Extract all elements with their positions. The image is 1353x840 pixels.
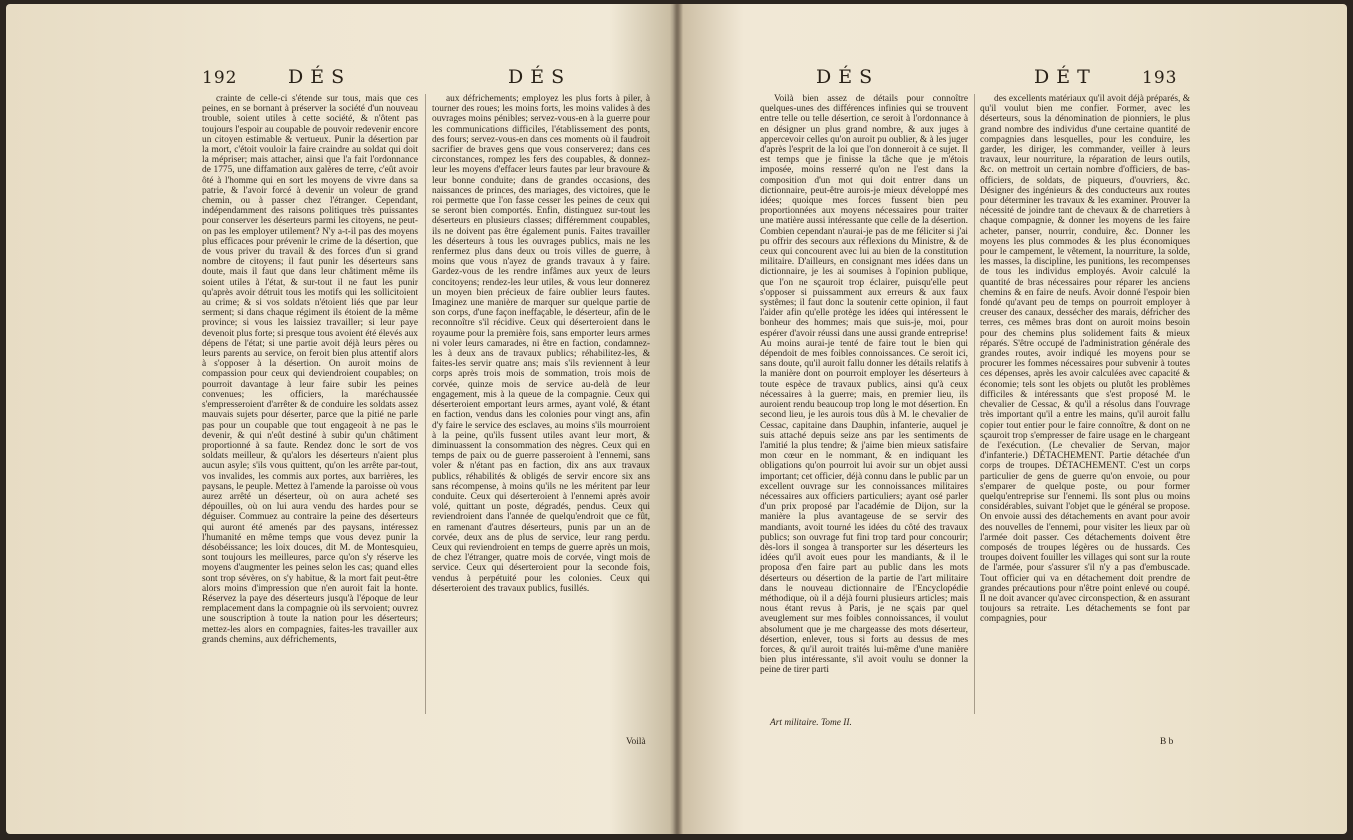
book-spread: [6, 4, 1347, 834]
column-text: Voilà bien assez de détails pour connoître quelques-unes des différences infinies qui se trouvent entre telle ou telle désertion, ce seroit à l'ordonnance à en désigner un plus grand nombre, & aux juges à appercevoir celles qu'on auroit pu oublier, & à les juger d'après l'esprit de la loi que l'on donneroit à ce sujet. Il est temps que je finisse la tâche que je m'étois imposée, moins resserré qu'on ne l'est dans la composition d'un mot qui doit entrer dans un dictionnaire, peut-être aurois-je mieux développé mes idées; quoique mes forces fussent bien peu proportionnées aux moyens nécessaires pour traiter une matière aussi intéressante que celle de la désertion. Combien cependant n'aurai-je pas de me féliciter si j'ai pu offrir des secours aux réflexions du Ministre, & de ceux qui concourent avec lui au bien de la constitution militaire. D'ailleurs, en consignant mes idées dans un dictionnaire, je les ai soumises à l'opinion publique, que l'on ne sçauroit trop éclairer, puisqu'elle peut s'opposer si puissamment aux erreurs & aux faux systêmes; il faut donc la soutenir cette opinion, il faut l'aider afin qu'elle protège les idées qui intéressent le bonheur des hommes; mais que suis-je, moi, pour espérer d'avoir réussi dans une aussi grande entreprise! Au moins aurai-je tenté de faire tout le bien qui dépendoit de mes foibles connoissances. Ce seroit ici, sans doute, qu'il auroit fallu donner les détails relatifs à la manière dont on pourroit employer les déserteurs à toute espèce de travaux publics, ainsi qu'à ceux nécessaires à la guerre; mais, en premier lieu, ils auroient rendu beaucoup trop long le mot désertion. En second lieu, je les aurois tous dûs à M. le chevalier de Cessac, capitaine dans Dauphin, infanterie, auquel je suis attaché depuis seize ans par les sentiments de l'amitié la plus tendre; & j'aime bien mieux satisfaire mon cœur en le nommant, & en indiquant les obligations qu'on pourroit lui avoir sur un objet aussi important; cet officier, déjà connu dans le public par un excellent ouvrage sur les connoissances militaires nécessaires aux officiers particuliers; ayant osé parler d'un prix proposé par l'académie de Dijon, sur la manière la plus avantageuse de se servir des mandiants, avoit tourné les idées du côté des travaux publics; son ouvrage fut fini trop tard pour concourir; dès-lors il songea à transporter sur les déserteurs les idées qu'il avoit eues pour les mandiants, & il le proposa d'en faire part au public dans les mots déserteurs ou désertion de la partie de l'art militaire dans le nouveau dictionnaire de l'Encyclopédie méthodique, où il a déjà fourni plusieurs articles; mais nous étant revus à Paris, je ne sçais par quel aveuglement sur mes foibles connoissances, il voulut absolument que je me chargeasse des mots déserteur, désertion, enlever, tous si forts au dessus de mes forces, & qu'il auroit traités lui-même d'une manière bien plus intéressante, s'il avoit voulu se donner la peine de tirer parti: [760, 94, 968, 676]
left-page: [6, 4, 674, 834]
catchword: Voilà: [626, 737, 646, 747]
text-column: [202, 94, 418, 734]
text-column: [432, 94, 650, 734]
column-rule: [425, 94, 426, 714]
running-head: DÉS: [508, 66, 572, 88]
running-head: DÉS: [288, 66, 352, 88]
page-number: 192: [202, 68, 238, 88]
running-head: DÉT: [1034, 66, 1097, 88]
footer-title: Art militaire. Tome II.: [770, 718, 852, 728]
text-column: [760, 94, 968, 714]
column-text: aux défrichements; employez les plus forts à piler, à tourner des roues; les moins forts, les moins valides à des ouvrages moins pénibles; servez-vous-en à la guerre pour les communications difficiles, l'établissement des ponts, des fours; servez-vous-en dans ces moments où il faudroit sacrifier de braves gens que vous conserverez; dans ces circonstances, rompez les fers des coupables, & donnez-leur les moyens d'effacer leurs fautes par leur bravoure & leur bonne conduite; dans de grandes occasions, des naissances de princes, des mariages, des victoires, que le roi permette que l'on fasse cesser les peines de ceux qui se seront bien comportés. Enfin, distinguez sur-tout les déserteurs en plusieurs classes; différemment coupables, ils ne doivent pas être également punis. Faites travailler les déserteurs à tous les ouvrages publics, mais ne les renfermez plus dans deux ou trois villes de guerre, à moins que vous n'ayez de grands travaux à y faire. Gardez-vous de les rendre infâmes aux yeux de leurs concitoyens; rendez-les leur utiles, & vous leur donnerez un moyen bien précieux de faire oublier leurs fautes. Imaginez une manière de marquer sur quelque partie de son corps, d'une façon ineffaçable, le déserteur, afin de le reconnoître s'il récidive. Ceux qui déserteroient dans le royaume pour la première fois, sans emporter leurs armes ni voler leurs camarades, ni être en faction, condamnez-les à deux ans de travaux publics; réhabilitez-les, & faites-les servir quatre ans; mais s'ils reviennent à leur corps après trois mois de sommation, trois mois de corvée, quinze mois de service au-delà de leur engagement, mis à la queue de la compagnie. Ceux qui déserteroient emportant leurs armes, ayant volé, & étant en faction, vendus dans les colonies pour vingt ans, afin d'y faire le service des esclaves, au moins s'ils mourroient à la peine, qu'ils fussent utiles avant leur mort, & diminuassent la consommation des nègres. Ceux qui en temps de paix ou de guerre passeroient à l'ennemi, sans voler & n'étant pas en faction, dix ans aux travaux publics, réhabilités & obligés de servir encore six ans sans récompense, à moins qu'ils ne les méritent par leur conduite. Ceux qui déserteroient à l'ennemi après avoir volé, quittant un poste, dégradés, pendus. Ceux qui reviendroient dans l'année de quelqu'endroit que ce fût, en ramenant d'autres déserteurs, punis par un an de corvée, deux ans de plus de service, leur rang perdu. Ceux qui reviendroient en temps de guerre après un mois, de chez l'étranger, quatre mois de corvée, vingt mois de service. Ceux qui déserteroient pour la seconde fois, vendus à perpétuité pour les colonies. Ceux qui déserteroient des travaux publics, fusillés.: [432, 94, 650, 594]
running-head: DÉS: [816, 66, 880, 88]
column-rule: [974, 94, 975, 714]
column-text: crainte de celle-ci s'étende sur tous, mais que ces peines, en se bornant à préserver la société d'un nouveau trouble, soient utiles à cette société, & n'ôtent pas toujours l'espoir au coupable de pouvoir redevenir encore un citoyen estimable & vertueux. Punir la désertion par la mort, c'étoit vouloir la faire craindre au soldat qui doit la mépriser; mais attacher, ainsi que l'a fait l'ordonnance de 1775, une diffamation aux galères de terre, c'eût avoir ôté à l'homme qui en sort les moyens de vivre dans sa patrie, & l'avoir forcé à devenir un voleur de grand chemin, ou à passer chez l'étranger. Cependant, indépendamment des raisons politiques très puissantes pour conserver les déserteurs parmi les citoyens, ne peut-on pas les employer utilement? N'y a-t-il pas des moyens plus efficaces pour prévenir le crime de la désertion, que de vous priver du travail & des forces d'un si grand nombre de citoyens; il faut punir les déserteurs sans doute, mais il faut que dans leur châtiment même ils soient utiles à l'état, & sur-tout il ne faut les punir qu'après avoir détruit tous les motifs qui les sollicitoient au crime; & si vos soldats n'étoient liés que par leur serment; si dans chaque régiment ils étoient de la même province; si vous les laissiez travailler; si leur paye devenoit plus forte; si presque tous avoient été élevés aux dépens de l'état; si une partie avoit déjà leurs pères ou leurs parents au service, on feroit bien plus attentif alors à s'opposer à la désertion. On auroit moins de compassion pour ceux qui deviendroient coupables; on pourroit davantage à leur faire subir les peines convenues; les officiers, la maréchaussée s'empresseroient d'arrêter & de conduire les soldats assez mauvais sujets pour déserter, parce que la pitié ne parle pas pour un coupable que tout engageoit à ne pas le devenir, & qui n'eût destiné à subir qu'un châtiment proportionné à sa faute. Rendez donc le sort de vos soldats meilleur, & qu'alors les déserteurs n'aient plus aucun asyle; s'ils vous quittent, qu'on les arrête par-tout, vos invalides, les commis aux portes, aux barrières, les paysans, le peuple. Mettez à l'amende la paroisse où vous aurez arrêté un déserteur, où on aura acheté ses dépouilles, où on lui aura vendu des hardes pour se déguiser. Commuez au contraire la peine des déserteurs qui auront été amenés par des paysans, intéressez l'humanité en même temps que vous devez punir la désobéissance; les loix douces, dit M. de Montesquieu, sont toujours les meilleures, parce qu'on s'y réserve les moyens d'augmenter les peines selon les cas; quand elles sont trop sévères, on s'y habitue, & la mort fait peut-être alors moins d'impression que n'en auroit fait la honte. Réservez la paye des déserteurs jusqu'à l'époque de leur remplacement dans la compagnie où ils servoient; ouvrez une souscription à toute la nation pour les déserteurs; mettez-les alors en compagnies, faites-les travailler aux grands chemins, aux défrichements,: [202, 94, 418, 645]
right-page: [680, 4, 1347, 834]
right-page-header: [680, 66, 1347, 92]
text-column: [980, 94, 1190, 734]
left-page-header: [6, 66, 674, 92]
signature-mark: B b: [1160, 737, 1174, 747]
column-text: des excellents matériaux qu'il avoit déjà préparés, & qu'il voulut bien me confier. Former, avec les déserteurs, sous la dénomination de pionniers, le plus grand nombre des individus d'une certaine quantité de compagnies dans lesquelles, pour les conduire, les garder, les diriger, les commander, veiller à leurs travaux, leur nourriture, la réparation de leurs outils, &c. on mettroit un certain nombre d'officiers, de bas-officiers, de soldats, de piqueurs, d'ouvriers, &c. Désigner des ingénieurs & des conducteurs aux routes pour déterminer les travaux & les examiner. Prouver la nécessité de joindre tant de chevaux & de charretiers à chaque compagnie, & donner les moyens de les faire acheter, panser, nourrir, conduire, &c. Donner les moyens les plus commodes & les plus économiques pour le campement, le vêtement, la nourriture, la solde, les masses, la discipline, les punitions, les recompenses de tous les individus employés. Avoir calculé la quantité de bras nécessaires pour réparer les anciens chemins & en faire de neufs. Avoir donné l'espoir bien fondé qu'avant peu de temps on pourroit employer à creuser des canaux, dessécher des marais, défricher des terres, ces mêmes bras dont on auroit moins besoin pour des chemins plus solidement faits & mieux réparés. S'être occupé de l'administration générale des grandes routes, avoir indiqué les moyens pour se procurer les fommes nécessaires pour subvenir à toutes ces dépenses, après les avoir calculées avec capacité & économie; tels sont les objets ou plutôt les problèmes difficiles & intéressants que s'est proposé M. le chevalier de Cessac, & qu'il a résolus dans l'ouvrage très important qu'il a entre les mains, qu'il auroit fallu copier tout entier pour le faire connoître, & dont on ne sçauroit trop s'empresser de faire usage en le chargeant de l'exécution. (Le chevalier de Servan, major d'infanterie.) DÉTACHEMENT. Partie détachée d'un corps de troupes. DÉTACHEMENT. C'est un corps particulier de gens de guerre qu'on envoie, ou pour s'emparer de quelque poste, ou pour former quelqu'entreprise sur l'ennemi. Ils sont plus ou moins considérables, suivant l'objet que le général se propose. On envoie aussi des détachements en avant pour avoir des nouvelles de l'ennemi, pour visiter les lieux par où l'armée doit passer. Ces détachements doivent être composés de troupes légères ou de hussards. Ces troupes doivent fouiller les villages qui sont sur la route de l'armée, pour s'assurer s'il n'y a pas d'embuscade. Tout officier qui va en détachement doit prendre de grandes précautions pour n'être point enlevé ou coupé. Il ne doit avancer qu'avec circonspection, & en assurant toujours sa retraite. Les détachements se font par compagnies, pour: [980, 94, 1190, 625]
page-number: 193: [1142, 68, 1178, 88]
